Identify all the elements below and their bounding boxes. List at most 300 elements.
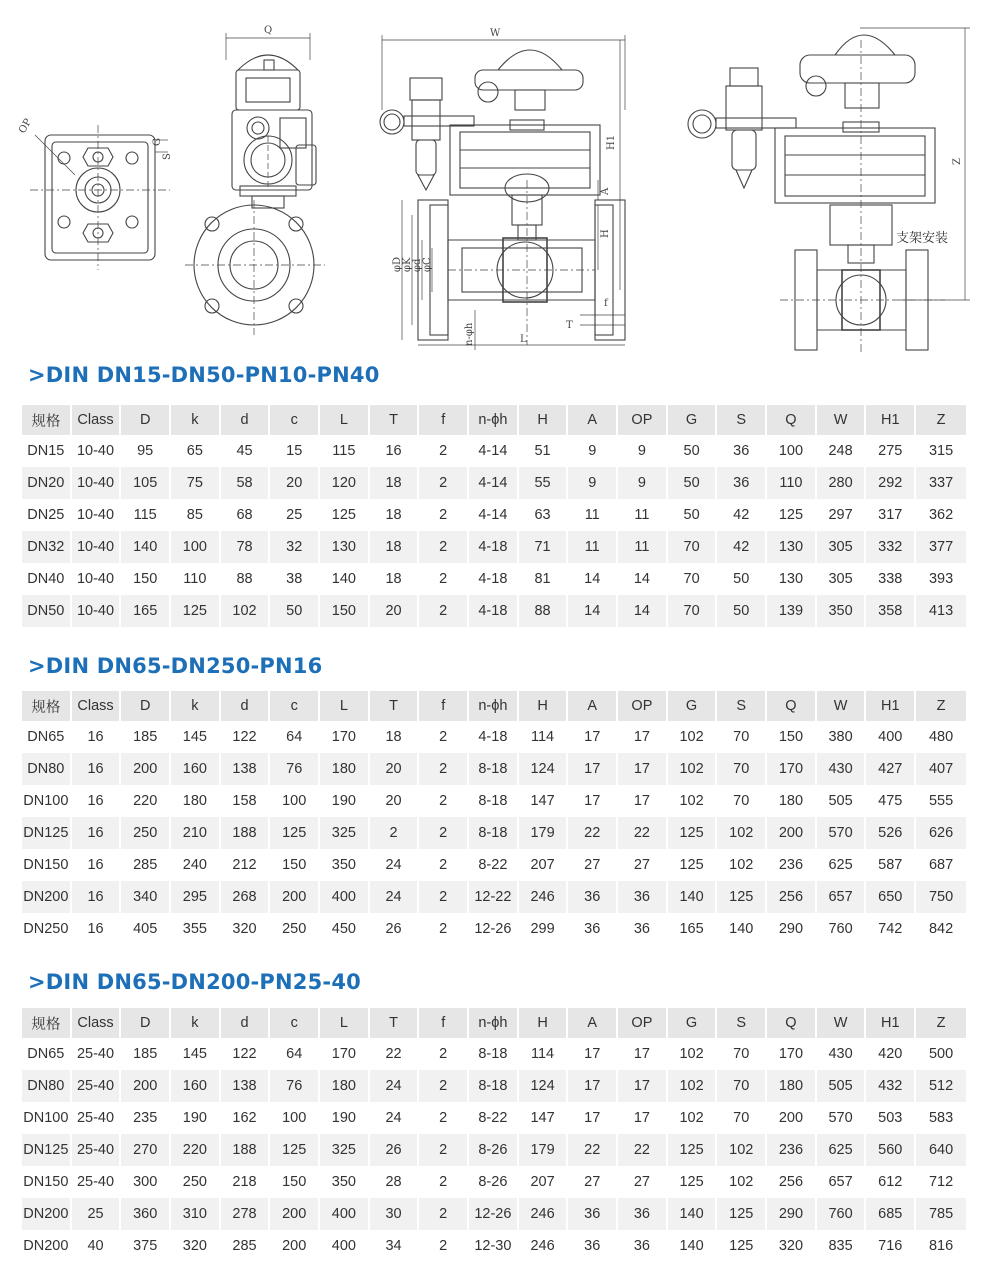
table-cell: 2 [419,1070,469,1102]
table-cell: 420 [866,1038,916,1070]
table-cell: 11 [568,531,618,563]
table-cell: 842 [916,913,966,945]
table-cell: 200 [270,881,320,913]
table-row [22,1134,966,1166]
column-header: Q [767,1008,817,1038]
column-header: f [419,1008,469,1038]
table-cell: 413 [916,595,966,627]
table-cell: 512 [916,1070,966,1102]
table-cell: 36 [568,1198,618,1230]
table-cell: 480 [916,721,966,753]
table-cell: 305 [817,563,867,595]
table-row [22,1198,966,1230]
table-cell: 115 [121,499,171,531]
table-cell: 179 [519,1134,569,1166]
table-cell: 180 [320,1070,370,1102]
table-cell: 88 [221,563,271,595]
table-row [22,881,966,913]
table-cell: 170 [767,753,817,785]
table-cell: 124 [519,753,569,785]
table-cell: 2 [419,849,469,881]
table-cell: 18 [370,563,420,595]
table-cell: 64 [270,1038,320,1070]
table-cell: 18 [370,499,420,531]
table-cell: 2 [419,595,469,627]
table-cell: 200 [121,1070,171,1102]
table-cell: 236 [767,1134,817,1166]
table-cell: 2 [419,1038,469,1070]
table-cell: 165 [668,913,718,945]
technical-drawing [0,0,1000,355]
table-cell: 17 [568,1102,618,1134]
table-cell: 320 [767,1230,817,1262]
table-cell: 25 [72,1198,122,1230]
table-cell: 139 [767,595,817,627]
table-cell: 22 [618,817,668,849]
table-cell: DN40 [22,563,72,595]
table-cell: 716 [866,1230,916,1262]
table-cell: 78 [221,531,271,563]
table-cell: 36 [618,1198,668,1230]
table-cell: 340 [121,881,171,913]
table-cell: 125 [668,817,718,849]
table-cell: 150 [767,721,817,753]
table-cell: 20 [370,595,420,627]
table-header-row [22,691,966,721]
table-cell: 34 [370,1230,420,1262]
table-cell: 25-40 [72,1134,122,1166]
table-cell: 8-22 [469,1102,519,1134]
table-cell: 712 [916,1166,966,1198]
table-cell: 760 [817,1198,867,1230]
table-cell: 20 [270,467,320,499]
table-cell: 8-18 [469,817,519,849]
dim-l-label: L [520,334,527,345]
dim-s-label: S [162,153,173,160]
table-cell: 17 [568,1038,618,1070]
column-header: Z [916,691,966,721]
column-header: OP [618,405,668,435]
table-cell: 102 [668,1102,718,1134]
table-row [22,435,966,467]
table-cell: 295 [171,881,221,913]
table-cell: 100 [270,785,320,817]
table-cell: 17 [568,785,618,817]
table-cell: 170 [320,721,370,753]
column-header: S [717,405,767,435]
table-cell: 200 [121,753,171,785]
table-cell: 612 [866,1166,916,1198]
table-cell: 170 [320,1038,370,1070]
table-cell: 150 [270,849,320,881]
table-cell: 70 [717,721,767,753]
table-cell: 10-40 [72,563,122,595]
table-cell: 285 [221,1230,271,1262]
table-cell: 130 [320,531,370,563]
table-cell: 285 [121,849,171,881]
table-cell: 180 [767,1070,817,1102]
table-cell: 36 [568,913,618,945]
table-header-row [22,1008,966,1038]
table-cell: 36 [717,467,767,499]
table-cell: 36 [618,1230,668,1262]
table-cell: DN65 [22,1038,72,1070]
table-cell: 22 [618,1134,668,1166]
table-cell: 17 [618,785,668,817]
table-cell: 450 [320,913,370,945]
column-header: H1 [866,405,916,435]
table-cell: 350 [320,1166,370,1198]
table-cell: 70 [668,563,718,595]
table-cell: 50 [270,595,320,627]
table-cell: 2 [419,817,469,849]
table-cell: 114 [519,721,569,753]
table-cell: 110 [171,563,221,595]
section-3-title: >DIN DN65-DN200-PN25-40 [28,970,361,994]
column-header: Z [916,1008,966,1038]
table-cell: 114 [519,1038,569,1070]
table-cell: DN125 [22,817,72,849]
table-cell: 750 [916,881,966,913]
table-cell: 4-18 [469,563,519,595]
column-header: Class [72,405,122,435]
column-header: H [519,1008,569,1038]
table-cell: 2 [419,721,469,753]
table-cell: 50 [668,435,718,467]
table-cell: 220 [121,785,171,817]
table-cell: 17 [618,753,668,785]
table-cell: 11 [568,499,618,531]
table-cell: 280 [817,467,867,499]
table-cell: 315 [916,435,966,467]
table-cell: 140 [320,563,370,595]
table-cell: 22 [568,1134,618,1166]
table-cell: 14 [618,563,668,595]
table-cell: 400 [320,881,370,913]
table-cell: 2 [419,881,469,913]
table-cell: 835 [817,1230,867,1262]
table-cell: 4-18 [469,531,519,563]
table-cell: 2 [419,785,469,817]
table-cell: DN20 [22,467,72,499]
table-cell: 36 [618,913,668,945]
column-header: G [668,1008,718,1038]
table-cell: 8-22 [469,849,519,881]
table-cell: 68 [221,499,271,531]
table-cell: 58 [221,467,271,499]
table-cell: 32 [270,531,320,563]
table-cell: 337 [916,467,966,499]
table-cell: 147 [519,785,569,817]
table-cell: 2 [419,1134,469,1166]
table-row [22,595,966,627]
table-cell: 50 [668,499,718,531]
table-cell: 11 [618,531,668,563]
column-header: A [568,1008,618,1038]
section-2-title: >DIN DN65-DN250-PN16 [28,654,323,678]
table-cell: DN32 [22,531,72,563]
table-cell: 687 [916,849,966,881]
table-cell: DN80 [22,753,72,785]
side-view [185,33,325,335]
dim-nh-label: n-φh [464,322,475,346]
table-cell: 95 [121,435,171,467]
table-cell: DN125 [22,1134,72,1166]
table-cell: 246 [519,881,569,913]
table-cell: 38 [270,563,320,595]
table-cell: 125 [668,1166,718,1198]
table-cell: 102 [221,595,271,627]
table-cell: 587 [866,849,916,881]
table-cell: 583 [916,1102,966,1134]
table-cell: 2 [419,1102,469,1134]
table-cell: 25 [270,499,320,531]
table-cell: 2 [419,435,469,467]
table-cell: 63 [519,499,569,531]
table-cell: 147 [519,1102,569,1134]
table-cell: 75 [171,467,221,499]
table-cell: 179 [519,817,569,849]
table-cell: 11 [618,499,668,531]
table-cell: 185 [121,721,171,753]
table-cell: 45 [221,435,271,467]
table-cell: 24 [370,1102,420,1134]
table-cell: 657 [817,1166,867,1198]
table-cell: 816 [916,1230,966,1262]
table-cell: 125 [320,499,370,531]
column-header: T [370,405,420,435]
table-cell: 138 [221,753,271,785]
table-cell: 742 [866,913,916,945]
table-cell: 102 [668,753,718,785]
table-row [22,531,966,563]
table-cell: 12-22 [469,881,519,913]
table-cell: 17 [568,1070,618,1102]
column-header: S [717,691,767,721]
column-header: n-ϕh [469,1008,519,1038]
table-cell: 125 [171,595,221,627]
table-cell: 8-26 [469,1134,519,1166]
table-cell: 140 [668,1198,718,1230]
table-cell: 200 [270,1230,320,1262]
column-header: G [668,691,718,721]
table-cell: 246 [519,1230,569,1262]
table-cell: 207 [519,849,569,881]
table-cell: 71 [519,531,569,563]
table-cell: 235 [121,1102,171,1134]
table-cell: 362 [916,499,966,531]
table-cell: 320 [221,913,271,945]
table-cell: 70 [717,1070,767,1102]
table-cell: 188 [221,1134,271,1166]
table-cell: 8-18 [469,1038,519,1070]
table-cell: 505 [817,1070,867,1102]
column-header: d [221,691,271,721]
column-header: W [817,405,867,435]
table-cell: 275 [866,435,916,467]
table-cell: 220 [171,1134,221,1166]
table-cell: 350 [320,849,370,881]
table-row [22,913,966,945]
table-cell: 76 [270,1070,320,1102]
column-header: f [419,405,469,435]
table-cell: 299 [519,913,569,945]
table-cell: 393 [916,563,966,595]
table-cell: 17 [618,1102,668,1134]
table-cell: 8-18 [469,1070,519,1102]
table-cell: 150 [270,1166,320,1198]
table-cell: 10-40 [72,595,122,627]
table-cell: 36 [717,435,767,467]
table-cell: 130 [767,531,817,563]
table-row [22,1230,966,1262]
table-cell: 250 [121,817,171,849]
table-cell: 70 [717,753,767,785]
table-cell: 190 [320,785,370,817]
column-header: L [320,405,370,435]
table-cell: 16 [72,881,122,913]
table-cell: 50 [717,563,767,595]
table-cell: 125 [668,849,718,881]
table-cell: 140 [668,881,718,913]
table-cell: DN25 [22,499,72,531]
table-cell: 270 [121,1134,171,1166]
table-cell: 405 [121,913,171,945]
table-cell: DN200 [22,1230,72,1262]
table-cell: 50 [717,595,767,627]
table-cell: 102 [717,1134,767,1166]
table-cell: 268 [221,881,271,913]
table-cell: 350 [817,595,867,627]
table-cell: 124 [519,1070,569,1102]
table-cell: 358 [866,595,916,627]
table-cell: 380 [817,721,867,753]
column-header: d [221,1008,271,1038]
table-cell: 4-14 [469,435,519,467]
table-cell: 70 [668,531,718,563]
table-cell: 375 [121,1230,171,1262]
column-header: H [519,405,569,435]
table-cell: 65 [171,435,221,467]
column-header: Z [916,405,966,435]
table-cell: 102 [717,849,767,881]
table-cell: 2 [419,531,469,563]
table-cell: 8-18 [469,753,519,785]
column-header: L [320,691,370,721]
table-cell: 10-40 [72,531,122,563]
table-row [22,467,966,499]
dim-f-label: f [604,298,608,309]
column-header: k [171,405,221,435]
table-cell: 25-40 [72,1070,122,1102]
table-cell: 16 [72,785,122,817]
column-header: T [370,1008,420,1038]
table-cell: 2 [419,1230,469,1262]
table-cell: 4-14 [469,499,519,531]
table-cell: 27 [618,1166,668,1198]
table-cell: 24 [370,1070,420,1102]
table-cell: 236 [767,849,817,881]
table-row [22,499,966,531]
table-cell: 42 [717,531,767,563]
table-cell: 325 [320,1134,370,1166]
table-cell: 30 [370,1198,420,1230]
table-cell: 190 [171,1102,221,1134]
table-cell: 290 [767,1198,817,1230]
table-cell: 526 [866,817,916,849]
table-cell: 160 [171,753,221,785]
column-header: H [519,691,569,721]
table-cell: 110 [767,467,817,499]
table-cell: 185 [121,1038,171,1070]
table-cell: 150 [320,595,370,627]
table-cell: 70 [717,785,767,817]
table-cell: 248 [817,435,867,467]
column-header: OP [618,691,668,721]
mounting-pad-view [30,125,170,270]
table-cell: 70 [717,1102,767,1134]
dim-z-label: Z [952,158,963,165]
table-cell: 338 [866,563,916,595]
table-cell: 102 [668,1070,718,1102]
table-cell: DN200 [22,1198,72,1230]
table-cell: 9 [568,435,618,467]
table-cell: DN100 [22,1102,72,1134]
column-header: OP [618,1008,668,1038]
dim-q-label: Q [264,25,273,36]
table-cell: DN150 [22,849,72,881]
table-cell: 760 [817,913,867,945]
dim-k-label: φK [402,257,413,272]
table-cell: 570 [817,817,867,849]
table-cell: 12-26 [469,913,519,945]
table-cell: 360 [121,1198,171,1230]
table-cell: 625 [817,1134,867,1166]
table-cell: 400 [320,1198,370,1230]
table-cell: 210 [171,817,221,849]
table-cell: 20 [370,753,420,785]
table-cell: 2 [419,563,469,595]
table-cell: 125 [717,1198,767,1230]
table-cell: 332 [866,531,916,563]
table-row [22,753,966,785]
column-header: n-ϕh [469,691,519,721]
column-header: D [121,1008,171,1038]
table-cell: 115 [320,435,370,467]
table-cell: 10-40 [72,499,122,531]
table-row [22,721,966,753]
table-cell: 24 [370,881,420,913]
table-cell: 26 [370,1134,420,1166]
table-cell: 200 [270,1198,320,1230]
table-cell: DN150 [22,1166,72,1198]
table-cell: 9 [618,435,668,467]
table-cell: 138 [221,1070,271,1102]
table-cell: 125 [270,817,320,849]
table-cell: 180 [767,785,817,817]
table-cell: 256 [767,881,817,913]
front-view [380,35,625,350]
table-cell: 200 [767,817,817,849]
table-cell: 16 [370,435,420,467]
table-cell: 503 [866,1102,916,1134]
table-cell: 158 [221,785,271,817]
column-header: W [817,1008,867,1038]
table-cell: 190 [320,1102,370,1134]
table-cell: 2 [419,1166,469,1198]
dim-w-label: W [490,28,501,39]
table-cell: 657 [817,881,867,913]
